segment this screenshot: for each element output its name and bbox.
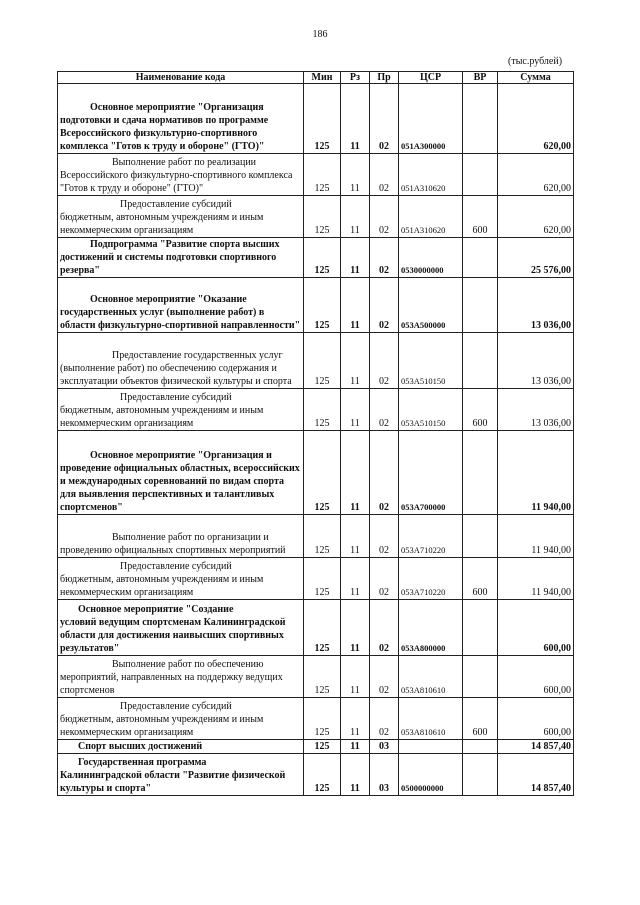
row-csr: 053A810610: [399, 656, 463, 698]
row-name-rest: Калининградской области "Развитие физической культуры и спорта": [60, 770, 286, 794]
row-csr: 053A510150: [399, 389, 463, 431]
row-csr: 0500000000: [399, 754, 463, 796]
row-csr: 053A710220: [399, 558, 463, 600]
row-min: 125: [304, 278, 341, 333]
row-name-rest: условий ведущим спортсменам Калининградской области для достижения наивысших спортивных результатов": [60, 617, 286, 654]
row-name: [58, 431, 304, 515]
row-csr: 051A300000: [399, 84, 463, 154]
row-pr: 02: [370, 656, 399, 698]
row-min: 125: [304, 333, 341, 389]
row-sum: 11 940,00: [498, 558, 574, 600]
row-name: [58, 754, 304, 796]
row-sum: 620,00: [498, 154, 574, 196]
row-vr: [463, 84, 498, 154]
row-name-rest: бюджетным, автономным учреждениям и иным некоммерческим организациям: [60, 405, 264, 429]
row-min: 125: [304, 754, 341, 796]
row-rz: 11: [341, 84, 370, 154]
row-rz: 11: [341, 698, 370, 740]
row-name: [58, 698, 304, 740]
row-rz: 11: [341, 389, 370, 431]
row-min: 125: [304, 389, 341, 431]
budget-table: [57, 71, 574, 796]
row-sum: 13 036,00: [498, 278, 574, 333]
row-csr: 053A510150: [399, 333, 463, 389]
row-pr: 02: [370, 389, 399, 431]
row-rz: 11: [341, 600, 370, 656]
row-name-rest: проведение официальных областных, всероссийских и международных соревнований по видам спорта для выявления перспективных и талантливых спортсменов": [60, 463, 300, 513]
row-sum: 25 576,00: [498, 238, 574, 278]
row-sum: 11 940,00: [498, 431, 574, 515]
table-row: [58, 698, 574, 740]
row-vr: 600: [463, 698, 498, 740]
row-name: [58, 656, 304, 698]
row-sum: 600,00: [498, 600, 574, 656]
row-pr: 02: [370, 238, 399, 278]
row-csr: 053A710220: [399, 515, 463, 558]
table-header-row: [58, 72, 574, 84]
row-vr: 600: [463, 558, 498, 600]
table-row: [58, 431, 574, 515]
row-vr: [463, 740, 498, 754]
row-pr: 02: [370, 431, 399, 515]
row-name: [58, 740, 304, 754]
row-name-rest: достижений и системы подготовки спортивного резерва": [60, 252, 277, 276]
table-row: [58, 278, 574, 333]
row-vr: [463, 154, 498, 196]
row-min: 125: [304, 656, 341, 698]
header-name: Наименование кода: [58, 72, 304, 84]
table-row: [58, 389, 574, 431]
row-sum: 11 940,00: [498, 515, 574, 558]
table-row: [58, 740, 574, 754]
table-row: [58, 754, 574, 796]
row-min: 125: [304, 698, 341, 740]
row-rz: 11: [341, 278, 370, 333]
row-pr: 02: [370, 333, 399, 389]
row-vr: [463, 515, 498, 558]
row-name-rest: мероприятий, направленных на поддержку ведущих спортсменов: [60, 672, 283, 696]
table-row: [58, 600, 574, 656]
row-name-lead: Выполнение работ по организации и: [112, 532, 269, 543]
row-rz: 11: [341, 154, 370, 196]
row-sum: 14 857,40: [498, 740, 574, 754]
row-sum: 13 036,00: [498, 389, 574, 431]
row-name: [58, 333, 304, 389]
row-csr: 053A500000: [399, 278, 463, 333]
row-sum: 620,00: [498, 196, 574, 238]
row-name-lead: Основное мероприятие "Создание: [78, 604, 234, 615]
table-row: [58, 84, 574, 154]
row-pr: 02: [370, 600, 399, 656]
row-name: [58, 196, 304, 238]
row-name-rest: бюджетным, автономным учреждениям и иным некоммерческим организациям: [60, 212, 264, 236]
row-name-lead: Выполнение работ по обеспечению: [112, 659, 264, 670]
row-pr: 02: [370, 278, 399, 333]
row-pr: 02: [370, 515, 399, 558]
row-vr: [463, 656, 498, 698]
row-min: 125: [304, 740, 341, 754]
row-csr: 051A310620: [399, 196, 463, 238]
row-name-rest: бюджетным, автономным учреждениям и иным некоммерческим организациям: [60, 714, 264, 738]
page-number: 186: [312, 29, 328, 40]
row-name: [58, 515, 304, 558]
row-csr: 053A810610: [399, 698, 463, 740]
row-min: 125: [304, 431, 341, 515]
row-csr: 0530000000: [399, 238, 463, 278]
row-name: [58, 600, 304, 656]
row-name: [58, 389, 304, 431]
row-min: 125: [304, 238, 341, 278]
table-row: [58, 558, 574, 600]
row-name-lead: Основное мероприятие "Организация и: [90, 450, 272, 461]
row-name-lead: Предоставление государственных услуг: [112, 350, 283, 361]
row-vr: [463, 600, 498, 656]
row-rz: 11: [341, 558, 370, 600]
row-name-rest: Всероссийского физкультурно-спортивного комплекса "Готов к труду и обороне" (ГТО)": [60, 170, 293, 194]
row-rz: 11: [341, 740, 370, 754]
row-sum: 600,00: [498, 656, 574, 698]
row-sum: 14 857,40: [498, 754, 574, 796]
row-rz: 11: [341, 333, 370, 389]
row-pr: 02: [370, 154, 399, 196]
row-name-lead: Подпрограмма "Развитие спорта высших: [90, 239, 280, 250]
row-min: 125: [304, 154, 341, 196]
table-row: [58, 196, 574, 238]
header-rz: Рз: [341, 72, 370, 84]
row-min: 125: [304, 600, 341, 656]
row-vr: [463, 238, 498, 278]
row-vr: [463, 754, 498, 796]
row-sum: 620,00: [498, 84, 574, 154]
row-vr: [463, 333, 498, 389]
table-row: [58, 154, 574, 196]
row-pr: 02: [370, 196, 399, 238]
row-rz: 11: [341, 754, 370, 796]
row-csr: 051A310620: [399, 154, 463, 196]
row-vr: 600: [463, 196, 498, 238]
row-name-rest: подготовки и сдача нормативов по программе Всероссийского физкультурно-спортивного комплекса "Готов к труду и обороне" (ГТО)": [60, 115, 269, 152]
row-name-rest: государственных услуг (выполнение работ) в области физкультурно-спортивной направленности": [60, 307, 301, 331]
row-min: 125: [304, 196, 341, 238]
row-rz: 11: [341, 515, 370, 558]
table-row: [58, 238, 574, 278]
row-name-lead: Выполнение работ по реализации: [112, 157, 257, 168]
row-name-lead: Предоставление субсидий: [120, 561, 232, 572]
row-vr: [463, 431, 498, 515]
row-csr: 053A800000: [399, 600, 463, 656]
row-name: [58, 558, 304, 600]
row-min: 125: [304, 515, 341, 558]
row-rz: 11: [341, 238, 370, 278]
row-name-lead: Предоставление субсидий: [120, 199, 232, 210]
row-pr: 03: [370, 754, 399, 796]
row-name: [58, 238, 304, 278]
row-sum: 13 036,00: [498, 333, 574, 389]
row-min: 125: [304, 84, 341, 154]
row-name-rest: бюджетным, автономным учреждениям и иным некоммерческим организациям: [60, 574, 264, 598]
table-row: [58, 333, 574, 389]
header-csr: ЦСР: [399, 72, 463, 84]
row-pr: 02: [370, 698, 399, 740]
row-pr: 02: [370, 558, 399, 600]
row-pr: 03: [370, 740, 399, 754]
header-pr: Пр: [370, 72, 399, 84]
row-csr: 053A700000: [399, 431, 463, 515]
row-rz: 11: [341, 196, 370, 238]
row-sum: 600,00: [498, 698, 574, 740]
row-pr: 02: [370, 84, 399, 154]
header-min: Мин: [304, 72, 341, 84]
row-name-lead: Предоставление субсидий: [120, 392, 232, 403]
row-vr: 600: [463, 389, 498, 431]
row-rz: 11: [341, 656, 370, 698]
row-name: [58, 154, 304, 196]
table-row: [58, 515, 574, 558]
row-name-lead: Предоставление субсидий: [120, 701, 232, 712]
row-csr: [399, 740, 463, 754]
units-label: (тыс.рублей): [508, 56, 563, 67]
row-name-lead: Основное мероприятие "Организация: [90, 102, 264, 113]
row-name-lead: Государственная программа: [78, 757, 207, 768]
row-name-lead: Спорт высших достижений: [78, 741, 203, 752]
header-vr: ВР: [463, 72, 498, 84]
row-name-rest: (выполнение работ) по обеспечению содержания и эксплуатации объектов физической культуры и спорта: [60, 363, 292, 387]
row-name: [58, 84, 304, 154]
table-row: [58, 656, 574, 698]
row-name-lead: Основное мероприятие "Оказание: [90, 294, 247, 305]
row-rz: 11: [341, 431, 370, 515]
row-min: 125: [304, 558, 341, 600]
header-sum: Сумма: [498, 72, 574, 84]
row-name-rest: проведению официальных спортивных мероприятий: [60, 545, 286, 556]
row-vr: [463, 278, 498, 333]
row-name: [58, 278, 304, 333]
